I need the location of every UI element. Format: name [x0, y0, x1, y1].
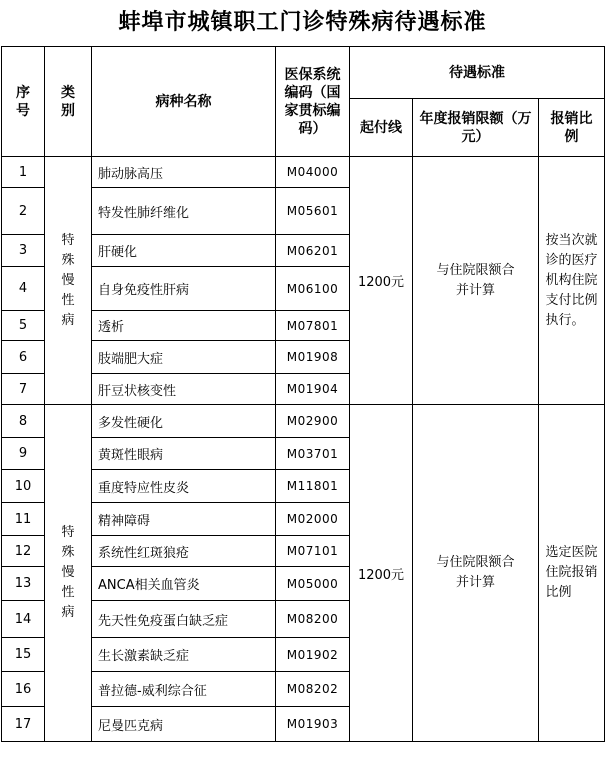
disease-code: M03701 [276, 438, 350, 470]
row-seq: 2 [2, 188, 45, 235]
limit-cell: 与住院限额合并计算 [413, 157, 539, 405]
row-seq: 7 [2, 374, 45, 405]
row-seq: 9 [2, 438, 45, 470]
row-seq: 4 [2, 267, 45, 311]
disease-name: 重度特应性皮炎 [92, 470, 276, 503]
disease-code: M08202 [276, 672, 350, 707]
disease-code: M01908 [276, 341, 350, 374]
disease-code: M06100 [276, 267, 350, 311]
disease-name: ANCA相关血管炎 [92, 567, 276, 601]
category-cell: 特殊慢性病 [45, 405, 92, 742]
disease-code: M01902 [276, 638, 350, 672]
disease-name: 普拉德-威利综合征 [92, 672, 276, 707]
threshold-cell: 1200元 [350, 405, 413, 742]
disease-name: 精神障碍 [92, 503, 276, 536]
disease-code: M04000 [276, 157, 350, 188]
header-limit: 年度报销限额（万元） [413, 99, 539, 157]
table-row [2, 405, 605, 438]
row-seq: 1 [2, 157, 45, 188]
header-disease: 病种名称 [92, 47, 276, 157]
disease-code: M05000 [276, 567, 350, 601]
ratio-cell: 选定医院住院报销比例 [539, 405, 605, 742]
header-threshold: 起付线 [350, 99, 413, 157]
header-ratio: 报销比例 [539, 99, 605, 157]
disease-name: 系统性红斑狼疮 [92, 536, 276, 567]
disease-code: M08200 [276, 601, 350, 638]
disease-code: M02000 [276, 503, 350, 536]
disease-name: 自身免疫性肝病 [92, 267, 276, 311]
table-row [2, 157, 605, 188]
treatment-standard-table [1, 46, 605, 742]
disease-code: M02900 [276, 405, 350, 438]
disease-name: 黄斑性眼病 [92, 438, 276, 470]
disease-name: 尼曼匹克病 [92, 707, 276, 742]
threshold-cell: 1200元 [350, 157, 413, 405]
row-seq: 11 [2, 503, 45, 536]
disease-name: 肢端肥大症 [92, 341, 276, 374]
disease-code: M07101 [276, 536, 350, 567]
disease-code: M05601 [276, 188, 350, 235]
limit-cell: 与住院限额合并计算 [413, 405, 539, 742]
row-seq: 3 [2, 235, 45, 267]
header-standard: 待遇标准 [350, 47, 605, 99]
disease-name: 肝硬化 [92, 235, 276, 267]
disease-code: M06201 [276, 235, 350, 267]
row-seq: 10 [2, 470, 45, 503]
disease-name: 先天性免疫蛋白缺乏症 [92, 601, 276, 638]
disease-name: 肺动脉高压 [92, 157, 276, 188]
row-seq: 12 [2, 536, 45, 567]
ratio-cell: 按当次就诊的医疗机构住院支付比例执行。 [539, 157, 605, 405]
row-seq: 14 [2, 601, 45, 638]
disease-name: 透析 [92, 311, 276, 341]
row-seq: 16 [2, 672, 45, 707]
disease-code: M07801 [276, 311, 350, 341]
disease-code: M01903 [276, 707, 350, 742]
disease-name: 特发性肺纤维化 [92, 188, 276, 235]
row-seq: 6 [2, 341, 45, 374]
header-seq: 序号 [2, 47, 45, 157]
disease-name: 生长激素缺乏症 [92, 638, 276, 672]
row-seq: 15 [2, 638, 45, 672]
row-seq: 13 [2, 567, 45, 601]
disease-name: 肝豆状核变性 [92, 374, 276, 405]
category-cell: 特殊慢性病 [45, 157, 92, 405]
disease-name: 多发性硬化 [92, 405, 276, 438]
header-code: 医保系统编码（国家贯标编码） [276, 47, 350, 157]
header-category: 类别 [45, 47, 92, 157]
row-seq: 8 [2, 405, 45, 438]
disease-code: M01904 [276, 374, 350, 405]
row-seq: 17 [2, 707, 45, 742]
page-title: 蚌埠市城镇职工门诊特殊病待遇标准 [118, 10, 487, 35]
disease-code: M11801 [276, 470, 350, 503]
row-seq: 5 [2, 311, 45, 341]
